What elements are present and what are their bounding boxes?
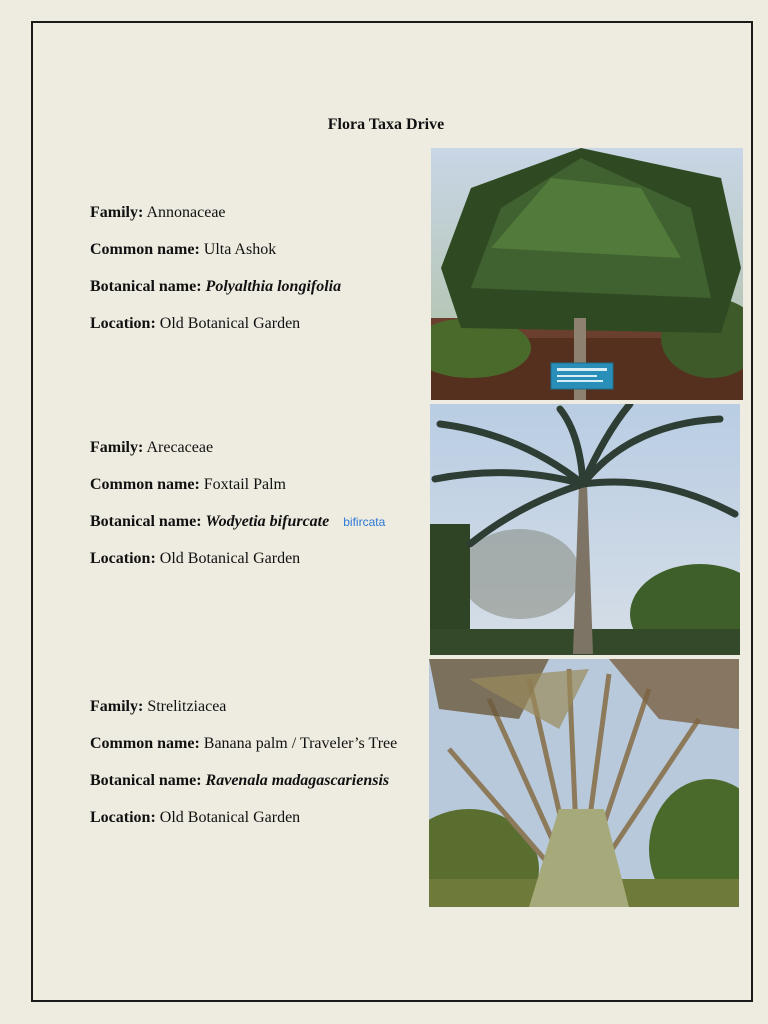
location-line: Location: Old Botanical Garden [90,315,301,332]
family-line: Family: Strelitziacea [90,698,227,715]
page-title: Flora Taxa Drive [327,116,445,133]
location-line: Location: Old Botanical Garden [90,809,301,826]
common-name-line: Common name: Foxtail Palm [90,476,286,493]
common-name-line: Common name: Ulta Ashok [90,241,277,258]
location-line: Location: Old Botanical Garden [90,550,301,567]
tree-photo-1 [431,148,743,400]
common-name-line: Common name: Banana palm / Traveler’s Tree [90,735,398,752]
family-line: Family: Annonaceae [90,204,226,221]
travelers-palm-photo-3 [429,659,739,907]
annotation-comment: bifircata [343,515,386,529]
plant-entry-1 [90,201,420,349]
botanical-name-line: Botanical name: Polyalthia longifolia [90,278,342,295]
botanical-name-line: Botanical name: Ravenala madagascariensis [90,772,390,789]
plant-entry-3 [90,695,402,843]
palm-photo-2 [430,404,740,655]
plant-entry-2 [90,436,430,584]
family-line: Family: Arecaceae [90,439,214,456]
botanical-name-line: Botanical name: Wodyetia bifurcate bifircata [90,513,386,530]
